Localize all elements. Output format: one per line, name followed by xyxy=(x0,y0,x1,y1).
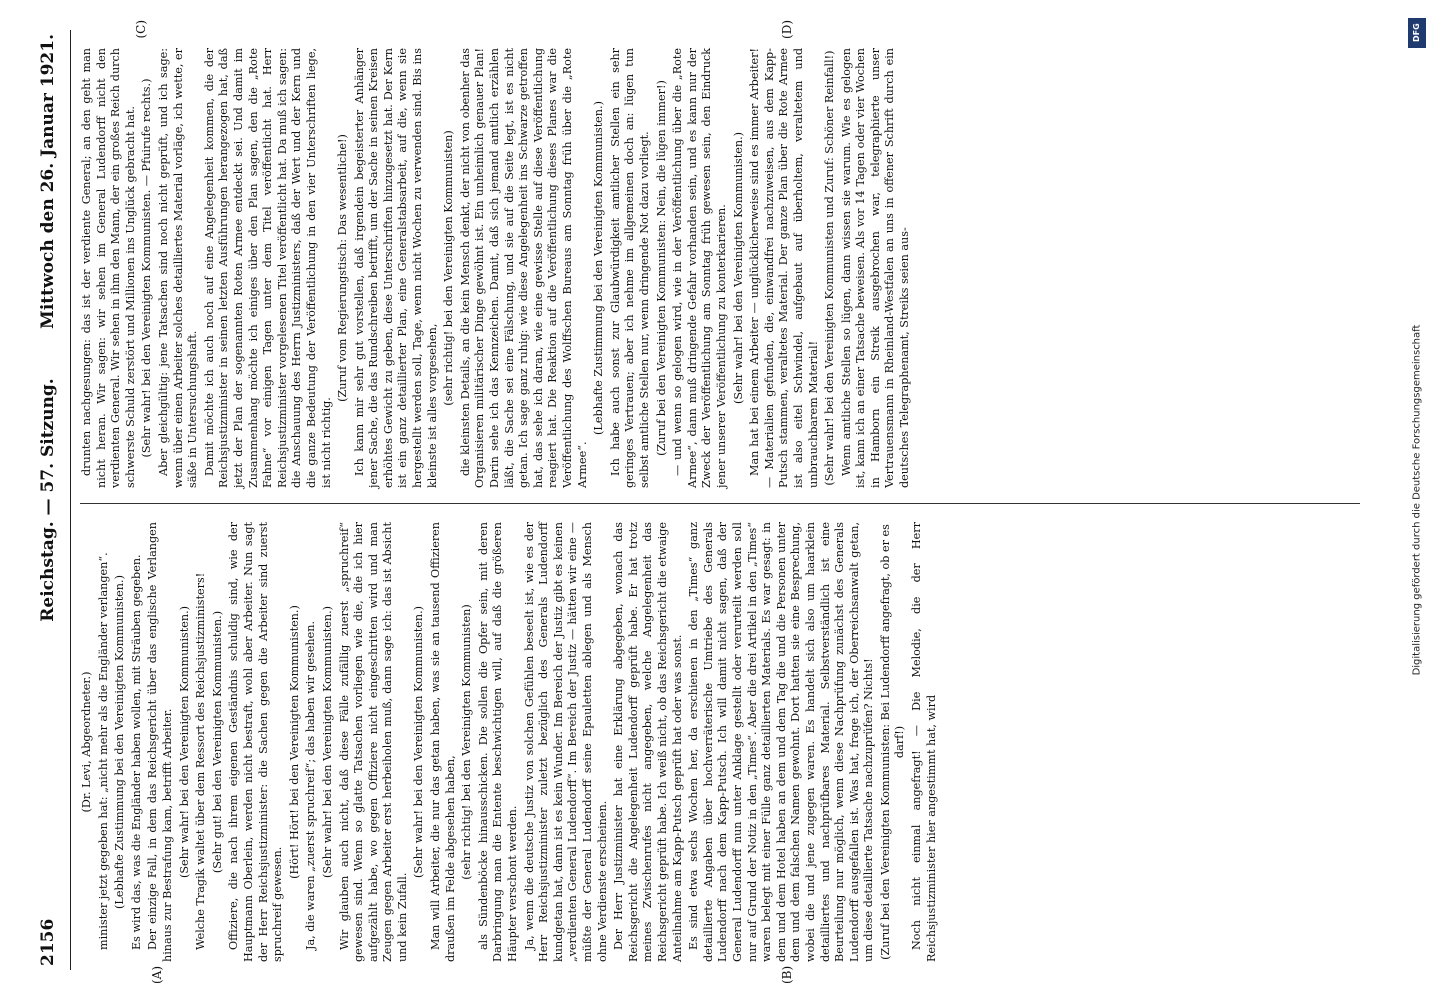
right-column-paragraph: (sehr richtig! bei den Vereinigten Kommunisten) xyxy=(442,130,456,406)
right-column-paragraph: (Zuruf vom Regierungstisch: Das wesentliche!) xyxy=(336,134,350,402)
right-column-paragraph: Damit möchte ich auch noch auf eine Angelegenheit kommen, die der Reichsjustizminister in seinen letzten Ausführungen herangezogen hat, daß jetzt der Plan der sogenannten Roten Armee entdeckt sei. Und damit im Zusammenhang möchte ich einiges über den Plan sagen, den die „Rote Fahne“ vor einigen Tagen unter dem Titel veröffentlicht hat. Herr Reichsjustizminister vorgelesenen Titel veröffentlicht hat. Da muß ich sagen: die Anschauung des Herrn Justizministers, daß der Wert und der Kern und die ganze Bedeutung der Veröffentlichung in den vier Unterschriften liege, ist nicht richtig. xyxy=(202,48,333,488)
margin-marker-a: (A) xyxy=(150,965,164,984)
left-column-paragraph: Ja, wenn die deutsche Justiz von solchen Gefühlen beseelt ist, wie es der Herr Reichsjustizminister zuletzt bezüglich des Generals Ludendorff kundgetan hat, dann ist es kein Wunder. Im Bereich der Justiz gibt es keinen „verdienten General Ludendorff“. Im Bereich der Justiz — hätten wir eine — müßte der General Ludendorff seine Epauletten ablegen und als Mensch ohne Verdienste erscheinen. xyxy=(522,522,609,962)
digitization-credit xyxy=(1400,8,1434,992)
margin-marker-d: (D) xyxy=(780,20,794,39)
left-column-paragraph: (Sehr wahr! bei den Vereinigten Kommunisten.) xyxy=(412,605,426,879)
margin-marker-c: (C) xyxy=(134,20,148,39)
right-column-paragraph: (Sehr wahr! bei den Vereinigten Kommunisten. — Pfuirufe rechts.) xyxy=(140,78,154,458)
left-column xyxy=(80,522,1360,984)
left-column-paragraph: Der Herr Justizminister hat eine Erklärung abgegeben, wonach das Reichsgericht die Angelegenheit Ludendorff geprüft habe. Er hat trotz meines Zwischenrufes nicht angegeben, welche Angelegenheit das Reichsgericht geprüft habe. Ich weiß nicht, ob das Reichsgericht die etwaige Anteilnahme am Kapp-Putsch geprüft hat oder was sonst. xyxy=(612,522,684,962)
left-column-paragraph: Der einzige Fall, in dem das Reichsgericht über das englische Verlangen hinaus zur Bestrafung kam, betrifft Arbeiter. xyxy=(146,522,174,962)
rotated-page-content xyxy=(28,20,1368,984)
left-column-paragraph: Wir glauben auch nicht, daß diese Fälle zufällig zuerst „spruchreif“ gewesen sind. Wenn so glatte Tatsachen vorliegen wie die, die ich hier aufgezählt habe, wo gegen Offiziere nicht eingeschritten wird und man Zeugen gegen Arbeiter erst herbeiholen muß, dann sage ich: das ist Absicht und kein Zufall. xyxy=(337,522,409,962)
left-column-paragraph: Noch nicht einmal angefragt! — Die Melodie, die der Herr Reichsjustizminister hier angestimmt hat, wird xyxy=(910,522,938,962)
right-column-paragraph: drunten nachgesungen: das ist der verdiente General; an den geht man nicht heran. Wir sagen: wir sehen im General Ludendorff nicht den verdienten General. Wir sehen in ihm den Mann, der ein großes Reich durch schwerste Schuld zerstört und Millionen ins Unglück gebracht hat. xyxy=(80,48,137,488)
right-column xyxy=(80,20,1360,488)
left-column-paragraph: Ja, die waren „zuerst spruchreif“; das haben wir gesehen. xyxy=(304,620,318,950)
header-date: Mittwoch den 26. Januar 1921. xyxy=(38,34,58,329)
right-column-paragraph: Aber gleichgültig: jene Tatsachen sind noch nicht geprüft, und ich sage: wenn über einen Arbeiter solches detailliertes Material vorläge, ich wette, er säße in Untersuchungshaft. xyxy=(156,48,200,488)
right-column-paragraph: (Lebhafte Zustimmung bei den Vereinigten Kommunisten.) xyxy=(592,101,606,435)
right-column-paragraph: Ich habe auch sonst zur Glaubwürdigkeit amtlicher Stellen ein sehr geringes Vertrauen; aber ich nehme im allgemeinen doch an: lügen tun selbst amtliche Stellen nur, wenn dringende Not dazu vorliegt. xyxy=(608,48,651,488)
document-page xyxy=(12,8,1384,992)
left-column-paragraph: minister jetzt gegeben hat: „nicht mehr als die Engländer verlangen“. xyxy=(96,552,110,950)
margin-marker-b: (B) xyxy=(780,965,794,984)
left-column-paragraph: Es wird das, was die Engländer haben wollen, mit Sträuben gegeben. xyxy=(129,554,143,950)
right-column-paragraph: — und wenn so gelogen wird, wie in der Veröffentlichung über die „Rote Armee“, dann muß dringende Gefahr vorhanden sein, und es kann nur der Zweck der Veröffentlichung am Sonntag früh gewesen sein, den Eindruck jener unserer Veröffentlichung zu konterkarieren. xyxy=(671,48,728,488)
right-column-paragraph: Man hat bei einem Arbeiter — unglücklicherweise sind es immer Arbeiter! — Materialien gefunden, die, einwandfrei nachzuweisen, aus dem Kapp-Putsch stammen, veraltetes Material. Der ganze Plan über die Rote Armee ist also eitel Schwindel, aufgebaut auf überholtem, veraltetem und unbrauchbarem Material! xyxy=(748,48,820,488)
left-column-paragraph: Offiziere, die nach ihrem eigenen Geständnis schuldig sind, wie der Hauptmann Oberlein, werden nicht bestraft, wohl aber Arbeiter. Nun sagt der Herr Reichsjustizminister: die Sachen gegen die Arbeiter sind zuerst spruchreif gewesen. xyxy=(227,522,285,962)
page-number: 2156 xyxy=(38,918,58,966)
right-column-paragraph: Wenn amtliche Stellen so lügen, dann wissen sie warum. Wie es gelogen ist, kann ich an einer Tatsache beweisen. Als vor 14 Tagen oder vier Wochen in Hamborn ein Streik ausgebrochen war, telegraphierte unser Vertrauensmann in Rheinland-Westfalen an uns in offener Schrift durch ein deutsches Telegraphenamt, Streiks seien aus- xyxy=(839,48,912,488)
left-column-paragraph: als Sündenböcke hinausschicken. Die sollen die Opfer sein, mit deren Darbringung man die Entente beschwichtigen will, auf daß die größeren Häupter verschont werden. xyxy=(476,522,520,962)
right-column-paragraph: Ich kann mir sehr gut vorstellen, daß irgendein begeisterter Anhänger jener Sache, die das Rundschreiben betrifft, um der Sache in seinen Kreisen erhöhtes Gewicht zu geben, diese Unterschriften hinzugesetzt hat. Der Kern ist ein ganz detaillierter Plan, eine Generalstabsarbeit, auf die, wenn sie hergestellt werden soll, Tage, wenn nicht Wochen zu verwenden sind. Bis ins kleinste ist alles vorgesehen, xyxy=(352,48,439,488)
left-column-paragraph: (Hört! Hört! bei den Vereinigten Kommunisten.) xyxy=(287,605,301,879)
right-column-paragraph: die kleinsten Details, an die kein Mensch denkt, der nicht von obenher das Organisieren militärischer Dinge gewöhnt ist. Ein unheimlich genauer Plan! Darin sehe ich das Kennzeichen. Damit, daß sich jemand amtlich erzählen läßt, die Sache sei eine Fälschung, und sie auf die Seite legt, ist es nicht getan. Ich sage ganz ruhig: wie diese Angelegenheit ins Schwarze getroffen hat, das sehe ich daran, wie eine gewisse Stelle auf diese Veröffentlichung reagiert hat. Die Reaktion auf die Veröffentlichung dieses Planes war die Veröffentlichung des Wolffschen Bureaus am Sonntag früh über die „Rote Armee“. xyxy=(458,48,589,488)
left-column-paragraph: Welche Tragik waltet über dem Ressort des Reichsjustizministers! xyxy=(194,572,208,950)
left-column-paragraph: (sehr richtig! bei den Vereinigten Kommunisten) xyxy=(460,604,474,880)
header-session: Reichstag. — 57. Sitzung. xyxy=(38,378,58,622)
left-column-paragraph: Man will Arbeiter, die nur das getan haben, was sie an tausend Offizieren draußen im Felde abgesehen haben, xyxy=(429,522,457,962)
left-column-paragraph: (Sehr wahr! bei den Vereinigten Kommunisten.) xyxy=(320,605,334,879)
dfg-logo: DFG xyxy=(1408,18,1426,48)
right-column-paragraph: (Zuruf bei den Vereinigten Kommunisten: Nein, die lügen immer!) xyxy=(654,80,668,456)
page-header xyxy=(28,30,71,970)
left-column-paragraph: (Lebhafte Zustimmung bei den Vereinigten Kommunisten.) xyxy=(113,575,127,909)
left-column-paragraph: (Dr. Levi, Abgeordneter.) xyxy=(80,671,93,813)
right-column-paragraph: (Sehr wahr! bei den Vereinigten Kommunisten.) xyxy=(731,131,745,405)
left-column-text xyxy=(80,522,939,962)
left-column-paragraph: (Zuruf bei den Vereinigten Kommunisten: Bei Ludendorff angefragt, ob er es darf!) xyxy=(878,524,907,960)
left-column-paragraph: Es sind etwa sechs Wochen her, da erschienen in den „Times“ ganz detaillierte Angaben über hochverräterische Umtriebe des Generals Ludendorff nach dem Kapp-Putsch. Ich will damit nicht sagen, daß der General Ludendorff nun unter Anklage gestellt oder verurteilt werden soll nur auf Grund der Notiz in den „Times“. Aber die drei Artikel in den „Times“ waren belegt mit einer Fülle ganz detaillierten Materials. Es war gesagt: in dem und dem Hotel haben an dem und dem Tag die und die Personen unter dem und dem falschen Namen gewohnt. Dort hatten sie eine Besprechung, wobei die und jene zugegen waren. Es handelt sich also um haarklein detailliertes und nachprüfbares Material. Selbstverständlich ist eine Beurteilung nur möglich, wenn diese Nachprüfung zunächst des Generals Ludendorff ausgefallen ist. Was hat, frage ich, der Oberreichsanwalt getan, um diese detaillierte Tatsache nachzuprüfen? Nichts! xyxy=(687,522,876,962)
left-column-paragraph: (Sehr wahr! bei den Vereinigten Kommunisten.) xyxy=(177,605,191,879)
right-column-paragraph: (Sehr wahr! bei den Vereinigten Kommunisten und Zuruf: Schöner Reinfall!) xyxy=(823,50,837,486)
column-divider xyxy=(80,503,1360,504)
right-column-text xyxy=(80,48,913,488)
left-column-paragraph: (Sehr gut! bei den Vereinigten Kommunisten.) xyxy=(210,610,224,874)
funding-note: Digitalisierung gefördert durch die Deutsche Forschungsgemeinschaft xyxy=(1411,324,1423,676)
